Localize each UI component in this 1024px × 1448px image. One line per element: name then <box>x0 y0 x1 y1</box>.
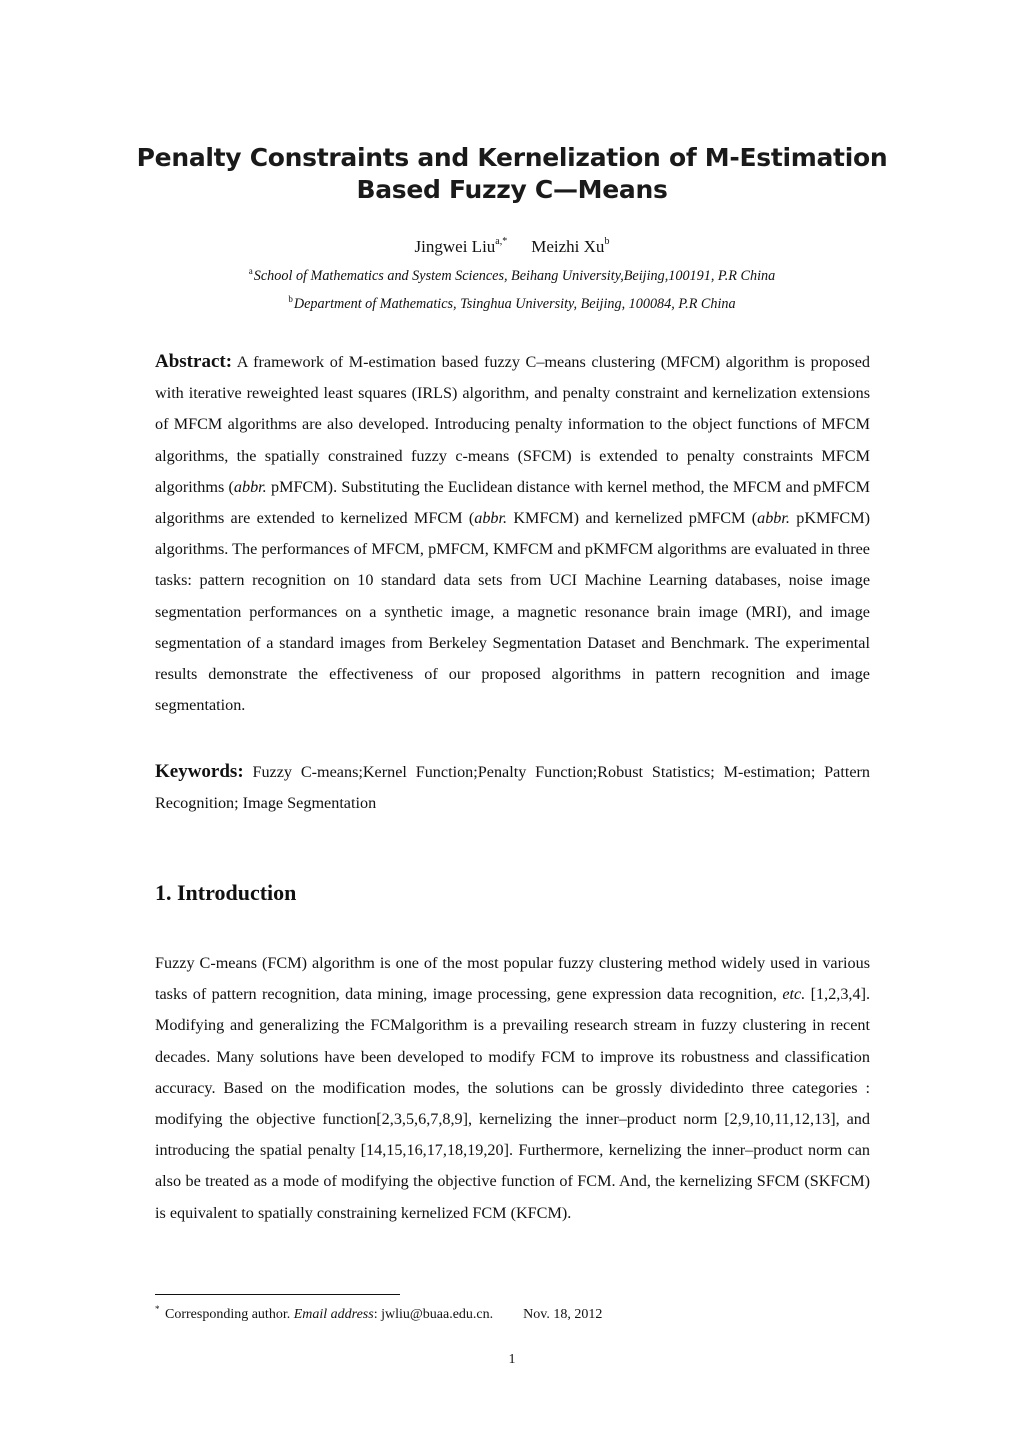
abstract-text: A framework of M-estimation based fuzzy C–means clustering (MFCM) algorithm is proposed with iterative reweighted least squares (IRLS) algorithm, and penalty constraint and kernelization extensions of MFCM algorithms are also developed. Introducing penalty information to the object functions of MFCM algorithms, the spatially constrained fuzzy c-means (SFCM) is extended to penalty constraints MFCM algorithms ( <box>155 353 870 496</box>
author-name: Jingwei Liu <box>414 237 496 256</box>
author-name: Meizhi Xu <box>531 237 605 256</box>
affiliation-text: Department of Mathematics, Tsinghua University, Beijing, 100084, P.R China <box>293 296 736 312</box>
affiliation-a <box>0 266 1024 286</box>
abstract-text: pMFCM). Substituting the Euclidean distance with kernel method, the MFCM and pMFCM algorithms are extended to kernelized MFCM ( <box>155 477 870 528</box>
footnote-divider <box>155 1294 400 1295</box>
affiliation-mark: a <box>248 266 253 276</box>
abstract-paragraph <box>155 346 870 721</box>
abbr-label: abbr. <box>474 509 508 528</box>
keywords-label: Keywords: <box>155 761 244 782</box>
abbr-label: abbr. <box>757 509 790 528</box>
affiliation-b <box>0 294 1024 314</box>
footnote-email: : jwliu@buaa.edu.cn. <box>373 1307 494 1322</box>
affiliation-text: School of Mathematics and System Sciences, Beihang University,Beijing,100191, P.R China <box>253 268 776 284</box>
abbr-label: abbr. <box>233 477 267 496</box>
abstract-label: Abstract: <box>155 351 233 372</box>
footnote-mark: * <box>155 1304 160 1314</box>
author-affiliation-mark: b <box>604 236 610 247</box>
introduction-text: [1,2,3,4]. Modifying and generalizing the FCMalgorithm is a prevailing research stream in fuzzy clustering in recent decades. Many solutions have been developed to modify FCM to improve its robustness and classification accuracy. Based on the modification modes, the solutions can be grossly dividedinto three categories : modifying the objective function[2,3,5,6,7,8,9], kernelizing the inner–product norm [2,9,10,11,12,13], and introducing the spatial penalty [14,15,16,17,18,19,20]. Furthermore, kernelizing the inner–product norm can also be treated as a mode of modifying the objective function of FCM. And, the kernelizing SFCM (SKFCM) is equivalent to spatially constraining kernelized FCM (KFCM). <box>155 985 871 1222</box>
footnote <box>155 1304 870 1326</box>
introduction-paragraph <box>155 948 870 1229</box>
paper-title <box>100 142 924 206</box>
footnote-date: Nov. 18, 2012 <box>523 1307 603 1322</box>
keywords-paragraph <box>155 756 870 819</box>
author-list <box>0 236 1024 258</box>
abstract-text: KMFCM) and kernelized pMFCM ( <box>507 509 758 528</box>
abstract-text: pKMFCM) algorithms. The performances of MFCM, pMFCM, KMFCM and pKMFCM algorithms are evaluated in three tasks: pattern recognition on 10 standard data sets from UCI Machine Learning databases, noise image segmentation performances on a synthetic image, a magnetic resonance brain image (MRI), and image segmentation of a standard images from Berkeley Segmentation Dataset and Benchmark. The experimental results demonstrate the effectiveness of our proposed algorithms in pattern recognition and image segmentation. <box>155 509 871 715</box>
introduction-text: Fuzzy C-means (FCM) algorithm is one of the most popular fuzzy clustering method widely used in various tasks of pattern recognition, data mining, image processing, gene expression data recognition, <box>155 954 870 1004</box>
author-affiliation-mark: a,* <box>495 236 508 247</box>
page-number: 1 <box>508 1352 516 1367</box>
section-heading-introduction: 1. Introduction <box>155 880 297 905</box>
etc-label: etc. <box>782 985 806 1004</box>
keywords-text: Fuzzy C-means;Kernel Function;Penalty Function;Robust Statistics; M-estimation; Pattern Recognition; Image Segmentation <box>155 763 870 813</box>
footnote-email-label: Email address <box>293 1307 374 1322</box>
footnote-text: Corresponding author. <box>161 1307 294 1322</box>
title-line-1: Penalty Constraints and Kernelization of M-Estimation <box>136 143 888 172</box>
title-line-2: Based Fuzzy C—Means <box>356 175 668 204</box>
affiliation-mark: b <box>288 294 293 304</box>
